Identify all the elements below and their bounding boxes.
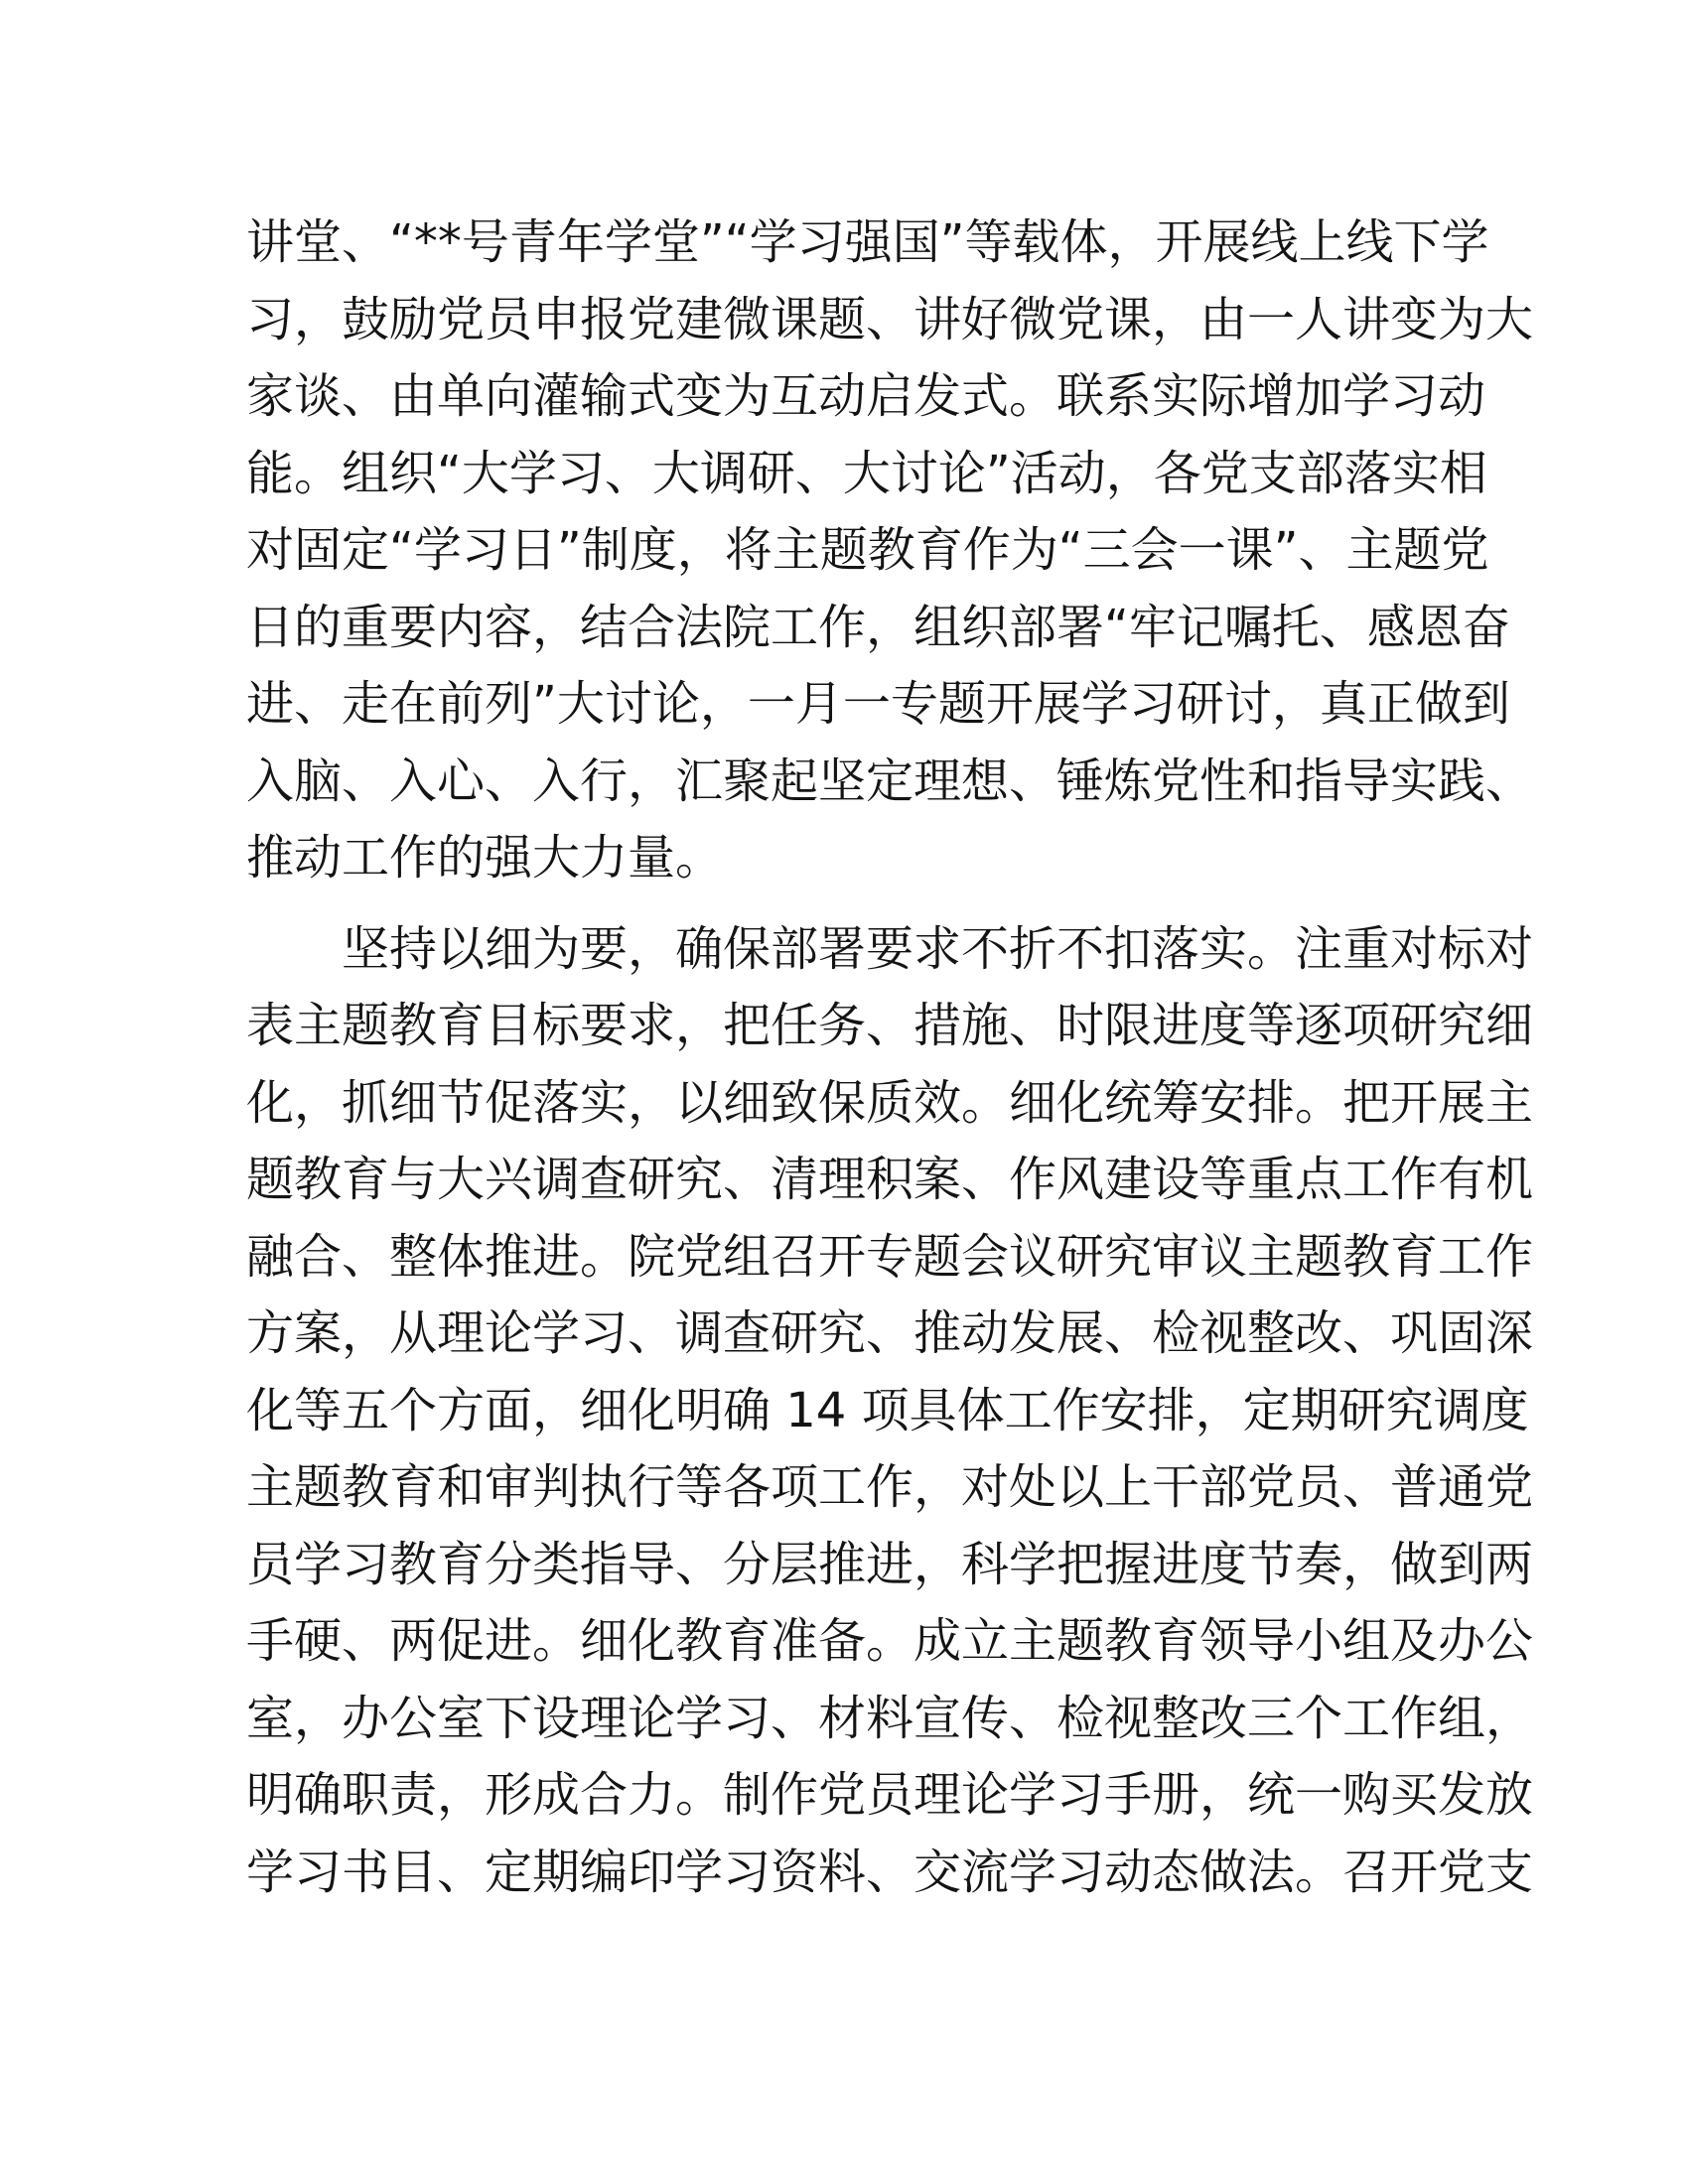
text-line: 讲堂、“**号青年学堂”“学习强国”等载体，开展线上线下学 bbox=[246, 214, 1489, 270]
text-line: 题教育与大兴调查研究、清理积案、作风建设等重点工作有机 bbox=[246, 1152, 1534, 1207]
text-line: 进、走在前列”大讨论，一月一专题开展学习研讨，真正做到 bbox=[246, 676, 1510, 732]
document-body bbox=[246, 205, 1534, 1911]
text-line: 习，鼓励党员申报党建微课题、讲好微党课，由一人讲变为大 bbox=[246, 291, 1534, 347]
text-line: 入脑、入心、入行，汇聚起坚定理想、锤炼党性和指导实践、 bbox=[246, 752, 1534, 809]
text-line: 融合、整体推进。院党组召开专题会议研究审议主题教育工作 bbox=[246, 1228, 1534, 1285]
text-line: 化，抓细节促落实，以细致保质效。细化统筹安排。把开展主 bbox=[246, 1074, 1534, 1131]
text-line: 表主题教育目标要求，把任务、措施、时限进度等逐项研究细 bbox=[246, 998, 1534, 1053]
text-line: 能。组织“大学习、大调研、大讨论”活动，各党支部落实相 bbox=[246, 445, 1487, 501]
text-line: 明确职责，形成合力。制作党员理论学习手册，统一购买发放 bbox=[246, 1767, 1534, 1823]
text-line: 方案，从理论学习、调查研究、推动发展、检视整改、巩固深 bbox=[246, 1305, 1534, 1361]
text-line: 化等五个方面，细化明确 14 项具体工作安排，定期研究调度 bbox=[246, 1382, 1529, 1438]
text-line: 日的重要内容，结合法院工作，组织部署“牢记嘱托、感恩奋 bbox=[246, 599, 1510, 655]
text-line: 主题教育和审判执行等各项工作，对处以上干部党员、普通党 bbox=[246, 1459, 1534, 1515]
text-line: 员学习教育分类指导、分层推进，科学把握进度节奏，做到两 bbox=[246, 1536, 1534, 1592]
text-line: 手硬、两促进。细化教育准备。成立主题教育领导小组及办公 bbox=[246, 1613, 1534, 1669]
text-line: 对固定“学习日”制度，将主题教育作为“三会一课”、主题党 bbox=[246, 522, 1489, 578]
text-line: 推动工作的强大力量。 bbox=[246, 830, 724, 886]
text-line: 室，办公室下设理论学习、材料宣传、检视整改三个工作组， bbox=[246, 1690, 1534, 1746]
text-line: 坚持以细为要，确保部署要求不折不扣落实。注重对标对 bbox=[342, 920, 1534, 977]
text-line: 家谈、由单向灌输式变为互动启发式。联系实际增加学习动 bbox=[246, 368, 1486, 424]
paragraph-1 bbox=[246, 205, 1534, 897]
text-line: 学习书目、定期编印学习资料、交流学习动态做法。召开党支 bbox=[246, 1843, 1534, 1900]
paragraph-2 bbox=[246, 911, 1534, 1912]
